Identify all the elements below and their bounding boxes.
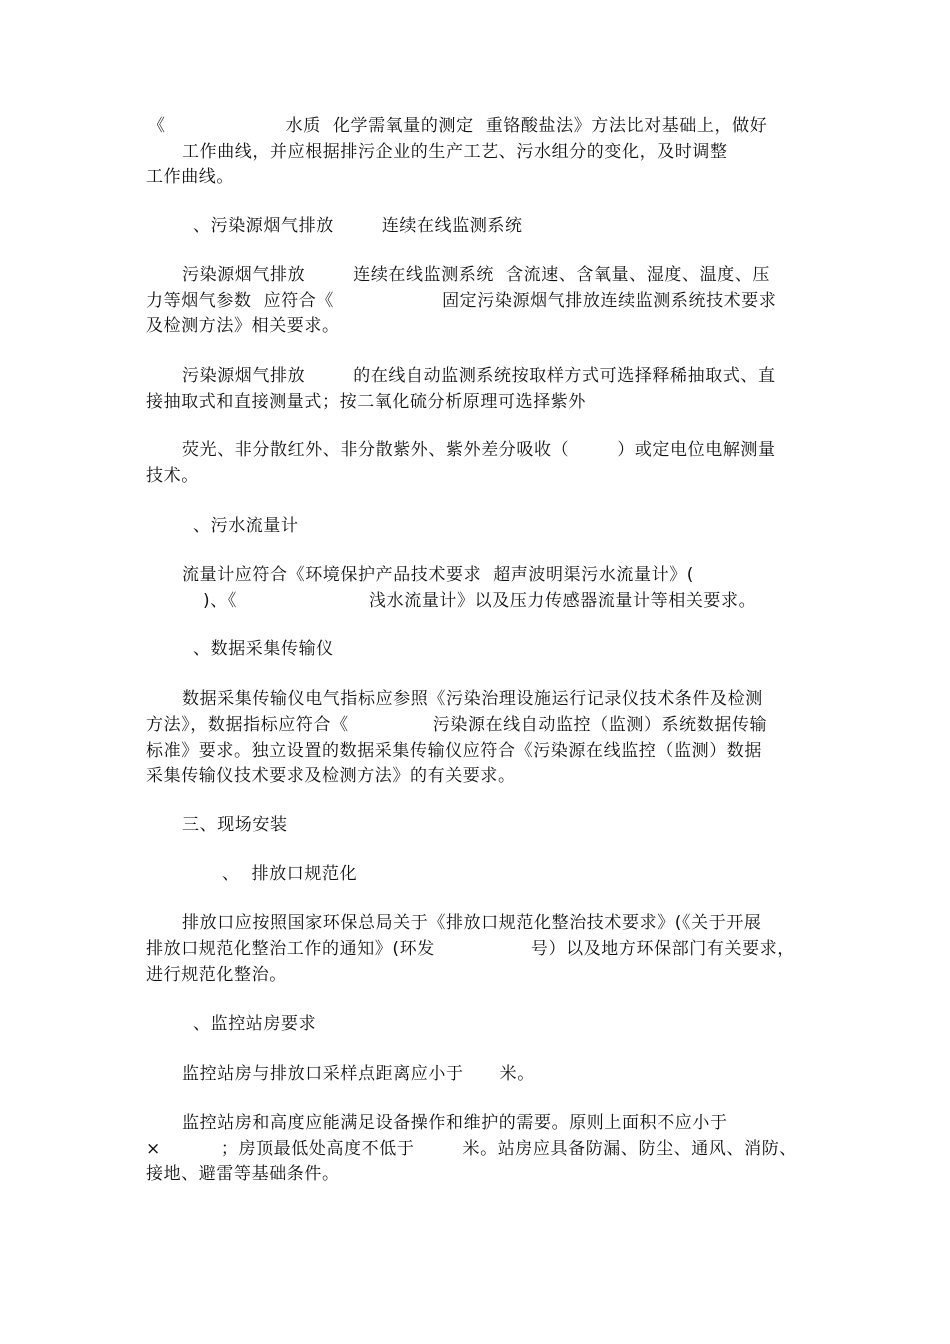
text-line: 流量计应符合《环境保护产品技术要求 超声波明渠污水流量计》( bbox=[182, 565, 695, 585]
section-heading: 、污水流量计 bbox=[193, 516, 299, 536]
text-line: 数据采集传输仪电气指标应参照《污染治理设施运行记录仪技术条件及检测 bbox=[182, 689, 763, 709]
text-line: 工作曲线，并应根据排污企业的生产工艺、污水组分的变化，及时调整 bbox=[182, 142, 728, 162]
text-line: 监控站房和高度应能满足设备操作和维护的需要。原则上面积不应小于 bbox=[182, 1113, 728, 1133]
text-line: 《 水质 化学需氧量的测定 重铬酸盐法》方法比对基础上，做好 bbox=[148, 116, 768, 136]
text-line: 污染源烟气排放 的在线自动监测系统按取样方式可选择释稀抽取式、直 bbox=[182, 366, 776, 386]
text-line: 方法》，数据指标应符合《 污染源在线自动监控（监测）系统数据传输 bbox=[146, 715, 768, 735]
text-line: 监控站房与排放口采样点距离应小于 米。 bbox=[182, 1064, 535, 1084]
text-line: 排放口应按照国家环保总局关于《排放口规范化整治技术要求》(《关于开展 bbox=[182, 913, 762, 933]
text-line: 接抽取式和直接测量式；按二氧化硫分析原理可选择紫外 bbox=[146, 392, 586, 412]
text-line: × ；房顶最低处高度不低于 米。站房应具备防漏、防尘、通风、消防、 bbox=[146, 1139, 797, 1159]
text-line: 荧光、非分散红外、非分散紫外、紫外差分吸收（ ）或定电位电解测量 bbox=[182, 440, 776, 460]
text-line: 及检测方法》相关要求。 bbox=[146, 316, 340, 336]
text-line: )、《 浅水流量计》以及压力传感器流量计等相关要求。 bbox=[203, 591, 757, 611]
section-heading: 、污染源烟气排放 连续在线监测系统 bbox=[193, 216, 523, 236]
text-line: 采集传输仪技术要求及检测方法》的有关要求。 bbox=[146, 766, 516, 786]
text-line: 排放口规范化整治工作的通知》(环发 号）以及地方环保部门有关要求， bbox=[146, 939, 795, 959]
text-line: 技术。 bbox=[146, 466, 199, 486]
text-line: 接地、避雷等基础条件。 bbox=[146, 1164, 340, 1184]
section-heading: 、数据采集传输仪 bbox=[193, 639, 334, 659]
text-line: 污染源烟气排放 连续在线监测系统 含流速、含氧量、湿度、温度、压 bbox=[182, 265, 771, 285]
text-line: 力等烟气参数 应符合《 固定污染源烟气排放连续监测系统技术要求 bbox=[146, 291, 777, 311]
text-line: 工作曲线。 bbox=[146, 167, 234, 187]
chapter-heading: 三、现场安装 bbox=[182, 815, 288, 835]
text-line: 进行规范化整治。 bbox=[146, 965, 287, 985]
section-heading: 、 排放口规范化 bbox=[222, 864, 358, 884]
section-heading: 、监控站房要求 bbox=[193, 1014, 317, 1034]
text-line: 标准》要求。独立设置的数据采集传输仪应符合《污染源在线监控（监测）数据 bbox=[146, 741, 762, 761]
